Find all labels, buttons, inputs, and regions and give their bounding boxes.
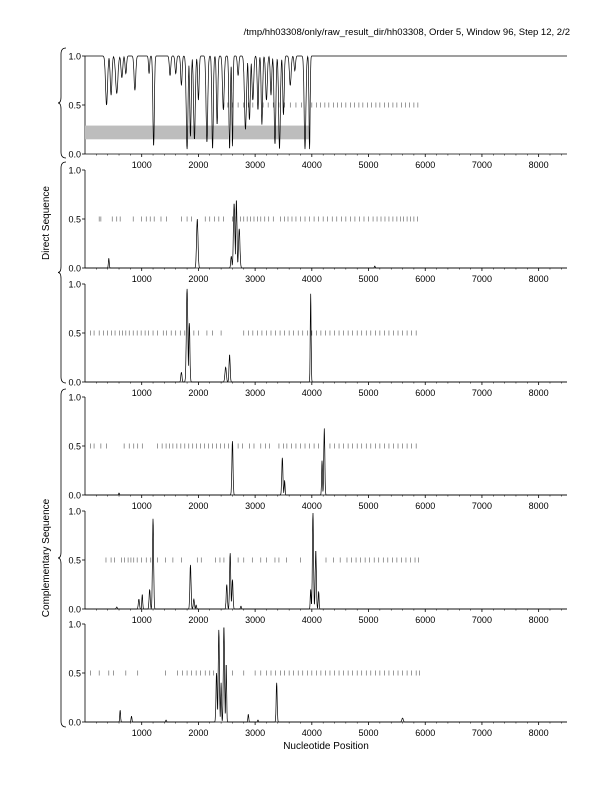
x-tick-label: 1000 [131, 388, 152, 398]
region-bar [232, 126, 309, 140]
x-tick-label: 7000 [471, 501, 492, 511]
x-tick-label: 5000 [358, 501, 379, 511]
y-tick-label: 1.0 [68, 392, 81, 403]
x-tick-label: 3000 [245, 388, 266, 398]
x-tick-label: 3000 [245, 728, 266, 738]
y-tick-label: 0.0 [68, 263, 81, 274]
y-tick-label: 1.0 [68, 51, 81, 62]
direct-sequence-label: Direct Sequence [41, 186, 52, 260]
panel-1 [68, 52, 567, 171]
x-tick-label: 2000 [188, 160, 209, 170]
signal-line [85, 428, 567, 495]
x-tick-label: 5000 [358, 728, 379, 738]
x-tick-label: 6000 [415, 615, 436, 625]
y-tick-label: 0.0 [68, 377, 81, 388]
x-tick-label: 1000 [131, 615, 152, 625]
x-tick-label: 1000 [131, 274, 152, 284]
x-tick-label: 6000 [415, 501, 436, 511]
brace-complementary [58, 389, 66, 727]
x-tick-label: 4000 [301, 728, 322, 738]
x-tick-label: 2000 [188, 728, 209, 738]
panels [68, 52, 567, 739]
panel-4 [68, 393, 567, 512]
brace-top [58, 48, 66, 158]
x-tick-label: 8000 [528, 501, 549, 511]
y-tick-label: 0.5 [68, 100, 81, 111]
x-tick-label: 3000 [245, 160, 266, 170]
x-tick-label: 2000 [188, 388, 209, 398]
panel-2 [68, 166, 567, 285]
y-tick-label: 0.5 [68, 441, 81, 452]
x-tick-label: 6000 [415, 388, 436, 398]
x-tick-label: 1000 [131, 728, 152, 738]
complementary-sequence-label: Complementary Sequence [41, 498, 52, 618]
x-tick-label: 4000 [301, 615, 322, 625]
x-tick-label: 7000 [471, 388, 492, 398]
y-tick-label: 0.0 [68, 490, 81, 501]
x-tick-label: 6000 [415, 728, 436, 738]
x-tick-label: 3000 [245, 501, 266, 511]
y-tick-label: 0.0 [68, 604, 81, 615]
x-axis-label: Nucleotide Position [283, 741, 369, 752]
x-tick-label: 7000 [471, 615, 492, 625]
panel-5 [68, 507, 567, 626]
y-tick-label: 0.0 [68, 717, 81, 728]
x-tick-label: 6000 [415, 274, 436, 284]
x-tick-label: 7000 [471, 160, 492, 170]
page-title: /tmp/hh03308/only/raw_result_dir/hh03308, Order 5, Window 96, Step 12, 2/2 [243, 27, 570, 38]
x-tick-label: 8000 [528, 388, 549, 398]
x-tick-label: 7000 [471, 274, 492, 284]
x-tick-label: 8000 [528, 160, 549, 170]
x-tick-label: 2000 [188, 615, 209, 625]
y-tick-label: 0.5 [68, 328, 81, 339]
x-tick-label: 1000 [131, 501, 152, 511]
y-tick-label: 1.0 [68, 619, 81, 630]
y-tick-label: 1.0 [68, 165, 81, 176]
x-tick-label: 8000 [528, 615, 549, 625]
y-tick-label: 1.0 [68, 279, 81, 290]
x-tick-label: 7000 [471, 728, 492, 738]
group-braces [58, 48, 66, 727]
x-tick-label: 4000 [301, 501, 322, 511]
panel-6 [68, 620, 567, 739]
y-tick-label: 0.5 [68, 214, 81, 225]
panel-3 [68, 280, 567, 399]
y-tick-label: 0.5 [68, 668, 81, 679]
x-tick-label: 5000 [358, 274, 379, 284]
signal-line [85, 628, 567, 722]
x-tick-label: 4000 [301, 274, 322, 284]
x-tick-label: 2000 [188, 501, 209, 511]
x-tick-label: 5000 [358, 615, 379, 625]
x-tick-label: 3000 [245, 274, 266, 284]
signal-line [85, 201, 567, 268]
x-tick-label: 4000 [301, 388, 322, 398]
x-tick-label: 4000 [301, 160, 322, 170]
y-tick-label: 0.5 [68, 555, 81, 566]
y-tick-label: 1.0 [68, 506, 81, 517]
x-tick-label: 5000 [358, 388, 379, 398]
x-tick-label: 8000 [528, 728, 549, 738]
x-tick-label: 2000 [188, 274, 209, 284]
x-tick-label: 1000 [131, 160, 152, 170]
y-tick-label: 0.0 [68, 149, 81, 160]
x-tick-label: 6000 [415, 160, 436, 170]
x-tick-label: 5000 [358, 160, 379, 170]
x-tick-label: 3000 [245, 615, 266, 625]
x-tick-label: 8000 [528, 274, 549, 284]
brace-direct [58, 162, 66, 383]
